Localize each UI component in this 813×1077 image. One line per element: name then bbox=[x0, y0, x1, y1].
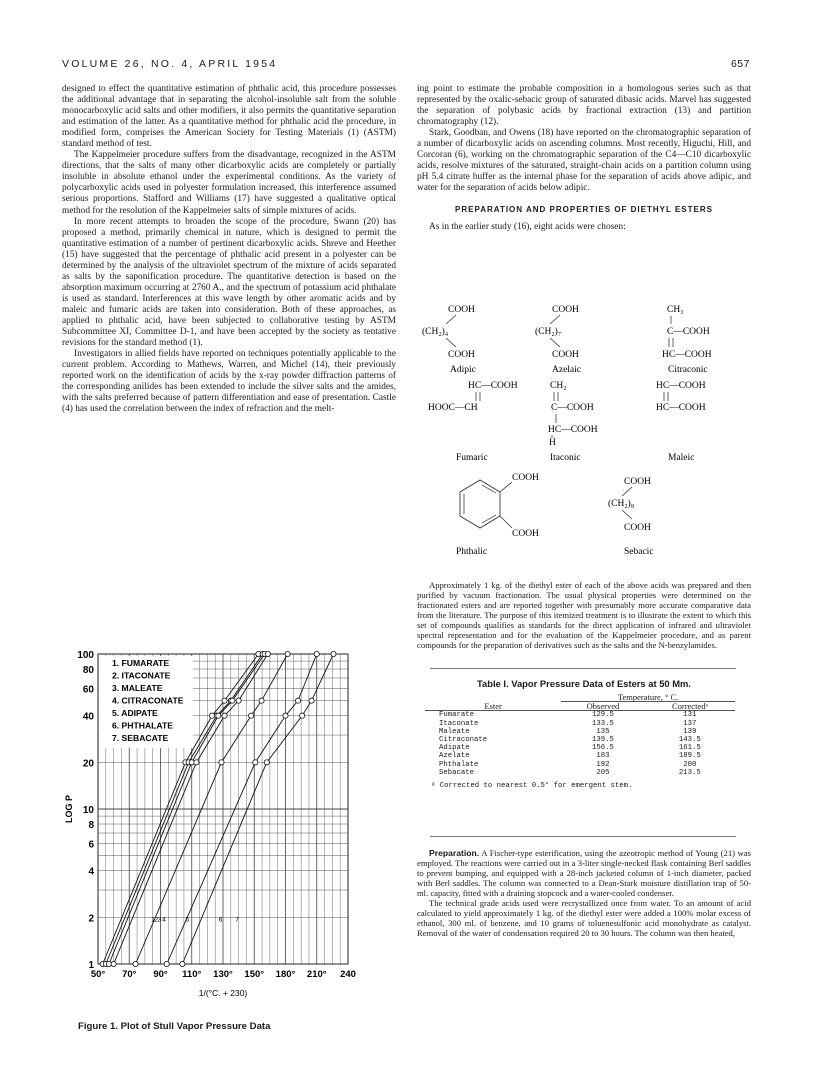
legend-entry: 5. ADIPATE bbox=[112, 708, 158, 718]
section-heading: PREPARATION AND PROPERTIES OF DIETHYL ESTERS bbox=[455, 205, 713, 215]
table-row bbox=[425, 761, 735, 769]
azelaic-chain: (CH₂)₇ bbox=[535, 327, 562, 337]
running-header: VOLUME 26, NO. 4, APRIL 1954 bbox=[62, 58, 278, 70]
legend-entry: 3. MALEATE bbox=[112, 683, 163, 693]
adipic-chain: (CH₂)₄ bbox=[422, 327, 449, 337]
table-row bbox=[425, 728, 735, 736]
maleic-name: Maleic bbox=[668, 453, 695, 463]
x-tick-label: 180° bbox=[275, 969, 296, 980]
y-tick-label: 8 bbox=[88, 820, 94, 832]
table-cell-observed: 129.5 bbox=[592, 711, 614, 720]
sebacic-top: COOH bbox=[624, 477, 651, 487]
y-tick-label: 1 bbox=[88, 960, 94, 971]
y-axis-label: LOG P bbox=[64, 794, 74, 824]
table-cell-observed: 135 bbox=[596, 727, 610, 736]
data-point bbox=[216, 713, 221, 718]
curve-label: 1 bbox=[151, 916, 155, 924]
y-tick-label: 60 bbox=[82, 684, 94, 696]
maleic-hc2: HC—COOH bbox=[656, 403, 706, 413]
citraconic-ch3: CH₃ bbox=[667, 305, 684, 315]
phthalic-cooh-top: COOH bbox=[512, 473, 539, 483]
paragraph: designed to effect the quantitative estimation of phthalic acid, this procedure possesses the additional advantage that in separating the alcohol-insoluble salt from the soluble monocarboxylic acid salts and other modifiers, it also permits the quantitative separation and estimation of the latter. As a quantitative method for phthalic acid the procedure, in modified form, comprises the American Society for Testing Materials (1) (ASTM) standard method of test. bbox=[62, 84, 396, 150]
phthalic-name: Phthalic bbox=[456, 547, 488, 557]
y-tick-label: 6 bbox=[88, 839, 94, 851]
paragraph: As in the earlier study (16), eight acids were chosen: bbox=[429, 221, 626, 232]
y-tick-label: 4 bbox=[88, 866, 94, 878]
page-number: 657 bbox=[730, 58, 750, 70]
curve-label: 3 bbox=[157, 916, 162, 924]
table-row bbox=[425, 744, 735, 752]
col-corrected: Correctedᵃ bbox=[671, 701, 708, 712]
paragraph: In more recent attempts to broaden the scope of the procedure, Swann (20) has proposed a method, primarily chemical in nature, which is designed to permit the quantitative estimation of a number of pertinent dicarboxylic acids. Shreve and Heether (15) have suggested that the percentage of phthalic acid present in a polyester can be determined by the analysis of the ultraviolet spectrum of the mixture of acids separated as salts by the saponification procedure. The quantitative detection is based on the absorption maximum occurring at 2760 A., and the spectrum of potassium acid phthalate is used as standard. Interferences at this wave length by other aromatic acids and by maleic and fumaric acids are taken into consideration. Both of these approaches, as applied to phthalic acid, have been subjected to collaborative testing by ASTM Subcommittee XI, Committee D-1, and have been accepted by the society as tentative revisions for the standard method (1). bbox=[62, 216, 396, 349]
itaconic-hc: HC—COOH bbox=[548, 425, 598, 435]
x-tick-label: 90° bbox=[153, 969, 168, 980]
table-row bbox=[425, 736, 735, 744]
y-tick-label: 100 bbox=[77, 650, 94, 661]
table-cell-observed: 205 bbox=[596, 768, 610, 777]
legend-entry: 1. FUMARATE bbox=[112, 658, 170, 668]
legend-entry: 2. ITACONATE bbox=[112, 670, 171, 681]
y-tick-label: 20 bbox=[82, 758, 94, 770]
table-group-header: Temperature, ° C. bbox=[561, 693, 735, 702]
preparation-text: A Fischer-type esterification, using the azeotropic method of Young (21) was employed. The reactions were carried out in a 3-liter single-necked flask containing Berl saddles to prevent bumping, and equipped with a 28-inch jacketed column of 1-inch diameter, packed with Berl saddles. The column was connected to a Dean-Stark moisture distillation trap of 50-ml. capacity, fitted with a draining stopcock and a water-cooled condenser. bbox=[417, 848, 751, 898]
x-tick-label: 150° bbox=[244, 969, 265, 980]
table-row bbox=[425, 711, 735, 720]
table-cell-corrected: 143.5 bbox=[678, 736, 701, 745]
fumaric-hc: HC—COOH bbox=[468, 381, 518, 391]
paragraph: ing point to estimate the probable composition in a homologous series such as that represented by the oxalic-sebacic group of saturated dibasic acids. Marvel has suggested the separation of polybasic acids by fractional extraction (13) and partition chromatography (12). bbox=[417, 84, 751, 128]
data-point bbox=[219, 760, 224, 765]
itaconic-name: Itaconic bbox=[550, 453, 581, 463]
legend-entry: 6. PHTHALATE bbox=[112, 720, 173, 731]
itaconic-h: H bbox=[549, 438, 556, 448]
table-footnote: ᵃ Corrected to nearest 0.5° for emergent stem. bbox=[431, 782, 633, 791]
adipic-top: COOH bbox=[448, 305, 475, 315]
data-point bbox=[222, 713, 227, 718]
chart-legend bbox=[99, 656, 193, 748]
data-point bbox=[314, 651, 319, 656]
data-point bbox=[309, 698, 314, 703]
right-column-mid bbox=[417, 580, 751, 650]
sebacic-chain: (CH₂)₈ bbox=[608, 499, 635, 509]
preparation-section bbox=[417, 848, 751, 938]
adipic-bottom: COOH bbox=[448, 350, 475, 360]
adipic-name: Adipic bbox=[450, 365, 476, 375]
fumaric-hooc: HOOC—CH bbox=[428, 403, 478, 413]
table-cell-corrected: 161.5 bbox=[678, 744, 701, 753]
citraconic-name: Citraconic bbox=[668, 365, 708, 375]
sebacic-name: Sebacic bbox=[624, 547, 654, 557]
itaconic-c: C—COOH bbox=[551, 403, 594, 413]
table-cell-observed: 192 bbox=[596, 760, 610, 769]
paragraph: Stark, Goodban, and Owens (18) have reported on the chromatographic separation of a number of dicarboxylic acids on ascending columns. Most recently, Higuchi, Hill, and Corcoran (6), working on the chromatographic separation of the C4—C10 dicarboxylic acids, resolve mixtures of the saturated, straight-chain acids on a partition column using pH 5.4 citrate buffer as the internal phase for the separation of acids above adipic, and water for the separation of acids below adipic. bbox=[417, 128, 751, 194]
data-point bbox=[180, 961, 185, 966]
table-rule-bottom bbox=[430, 836, 736, 837]
data-point bbox=[300, 713, 305, 718]
citraconic-hc: HC—COOH bbox=[662, 350, 712, 360]
table-cell-ester: Sebacate bbox=[439, 768, 475, 777]
curve-label: 6 bbox=[218, 916, 223, 924]
table-cell-corrected: 213.5 bbox=[678, 768, 701, 777]
table-cell-observed: 156.5 bbox=[592, 744, 614, 753]
curve-label: 7 bbox=[235, 916, 239, 924]
data-point bbox=[133, 961, 138, 966]
table-cell-corrected: 137 bbox=[683, 719, 697, 728]
y-tick-label: 40 bbox=[82, 711, 94, 723]
data-point bbox=[331, 651, 336, 656]
table-row bbox=[425, 769, 735, 777]
legend-entry: 4. CITRACONATE bbox=[112, 695, 184, 706]
x-tick-label: 110° bbox=[182, 969, 202, 980]
table-cell-ester: Itaconate bbox=[439, 719, 479, 728]
vapor-pressure-table bbox=[425, 693, 735, 777]
x-tick-label: 210° bbox=[306, 969, 327, 980]
col-ester: Ester bbox=[484, 700, 502, 711]
azelaic-top: COOH bbox=[552, 305, 579, 315]
curve-label: 5 bbox=[185, 916, 190, 924]
acid-structures bbox=[420, 302, 760, 572]
table-cell-observed: 133.5 bbox=[592, 719, 614, 728]
table-cell-corrected: 200 bbox=[683, 760, 697, 769]
sebacic-bottom: COOH bbox=[624, 523, 651, 533]
table-cell-ester: Adipate bbox=[439, 744, 470, 753]
figure-caption: Figure 1. Plot of Stull Vapor Pressure Data bbox=[78, 1021, 271, 1032]
table-cell-ester: Phthalate bbox=[439, 760, 479, 769]
citraconic-c: C—COOH bbox=[667, 327, 710, 337]
x-axis-label: 1/(°C. + 230) bbox=[198, 988, 248, 998]
data-point bbox=[285, 651, 290, 656]
left-column bbox=[62, 84, 396, 415]
x-tick-label: 50° bbox=[90, 969, 106, 980]
table-body bbox=[425, 711, 735, 777]
phthalic-cooh-bottom: COOH bbox=[512, 529, 539, 539]
table-cell-observed: 183 bbox=[596, 752, 610, 761]
data-point bbox=[295, 698, 300, 703]
col-observed: Observed bbox=[586, 701, 620, 712]
data-point bbox=[194, 760, 199, 765]
table-cell-ester: Maleate bbox=[439, 727, 470, 736]
table-row bbox=[425, 720, 735, 728]
paragraph: Investigators in allied fields have reported on techniques potentially applicable to the current problem. According to Mathews, Warren, and Michel (14), their previously reported work on the identification of acids by the x-ray powder diffraction patterns of the corresponding anilides has been extended to include the silver salts and the amides, with the salts preferred because of pattern differentiation and ease of presentation. Castle (4) has used the correlation between the index of refraction and the melt- bbox=[62, 349, 396, 415]
maleic-hc1: HC—COOH bbox=[656, 381, 706, 391]
curve-label: 4 bbox=[162, 916, 166, 924]
table-row bbox=[425, 752, 735, 760]
x-tick-label: 240 bbox=[340, 969, 356, 980]
x-tick-label: 70° bbox=[122, 969, 137, 980]
right-column bbox=[417, 84, 751, 233]
y-tick-label: 2 bbox=[88, 913, 94, 925]
data-point bbox=[230, 698, 235, 703]
y-tick-label: 80 bbox=[82, 665, 94, 677]
data-point bbox=[264, 760, 269, 765]
preparation-title: Preparation. bbox=[429, 848, 480, 858]
data-point bbox=[265, 651, 270, 656]
data-point bbox=[259, 698, 264, 703]
table-cell-corrected: 131 bbox=[683, 711, 697, 720]
table-cell-observed: 139.5 bbox=[592, 736, 614, 745]
table-cell-ester: Fumarate bbox=[439, 711, 475, 720]
table-title: Table I. Vapor Pressure Data of Esters at 50 Mm. bbox=[477, 678, 691, 689]
table-cell-ester: Azelate bbox=[439, 752, 470, 761]
x-tick-label: 130° bbox=[213, 969, 233, 980]
table-1 bbox=[417, 678, 751, 790]
data-point bbox=[283, 713, 288, 718]
table-cell-corrected: 189.5 bbox=[678, 752, 701, 761]
azelaic-name: Azelaic bbox=[552, 365, 582, 375]
paragraph: Approximately 1 kg. of the diethyl ester of each of the above acids was prepared and then purified by vacuum fractionation. The usual physical properties were determined on the fractionated esters and are reported together with presumably more accurate comparative data from the literature. The purpose of this itemized treatment is to illustrate the extent to which this set of compounds qualifies as standards for the direct application of infrared and ultraviolet spectral representation and for the evaluation of the Kappelmeier procedure, and as parent compounds for the preparation of derivatives such as the salts and the N-benzylamides. bbox=[417, 580, 751, 650]
fumaric-name: Fumaric bbox=[456, 453, 488, 463]
data-point bbox=[111, 961, 116, 966]
data-point bbox=[253, 760, 258, 765]
paragraph bbox=[417, 848, 751, 898]
data-point bbox=[249, 713, 254, 718]
stull-vapor-pressure-chart bbox=[60, 646, 360, 1018]
table-rule-top bbox=[430, 668, 736, 669]
table-cell-corrected: 139 bbox=[683, 727, 697, 736]
itaconic-ch2: CH₂ bbox=[550, 381, 567, 391]
curve-label: 2 bbox=[154, 916, 158, 924]
legend-entry: 7. SEBACATE bbox=[112, 733, 169, 743]
paragraph: The technical grade acids used were recrystallized once from water. To an amount of acid calculated to yield approximately 1 kg. of the diethyl ester were added a 100% molar excess of ethanol, 300 ml. of benzene, and 10 grams of toluenesulfonic acid monohydrate as catalyst. Removal of the water of condensation required 20 to 30 hours. The column was then heated, bbox=[417, 898, 751, 938]
paragraph: The Kappelmeier procedure suffers from the disadvantage, recognized in the ASTM directions, that the salts of many other dicarboxylic acids are completely or partially insoluble in absolute ethanol under the experimental conditions. As the variety of polycarboxylic acids used in polyester formulation increased, this interference assumed serious proportions. Stafford and Williams (17) have suggested a qualitative optical method for the resolution of the Kappelmeier salts of simple mixtures of acids. bbox=[62, 150, 396, 216]
table-cell-ester: Citraconate bbox=[439, 736, 488, 745]
data-point bbox=[164, 961, 169, 966]
azelaic-bottom: COOH bbox=[552, 350, 579, 360]
y-tick-label: 10 bbox=[82, 805, 94, 816]
data-point bbox=[222, 698, 227, 703]
data-point bbox=[236, 698, 241, 703]
